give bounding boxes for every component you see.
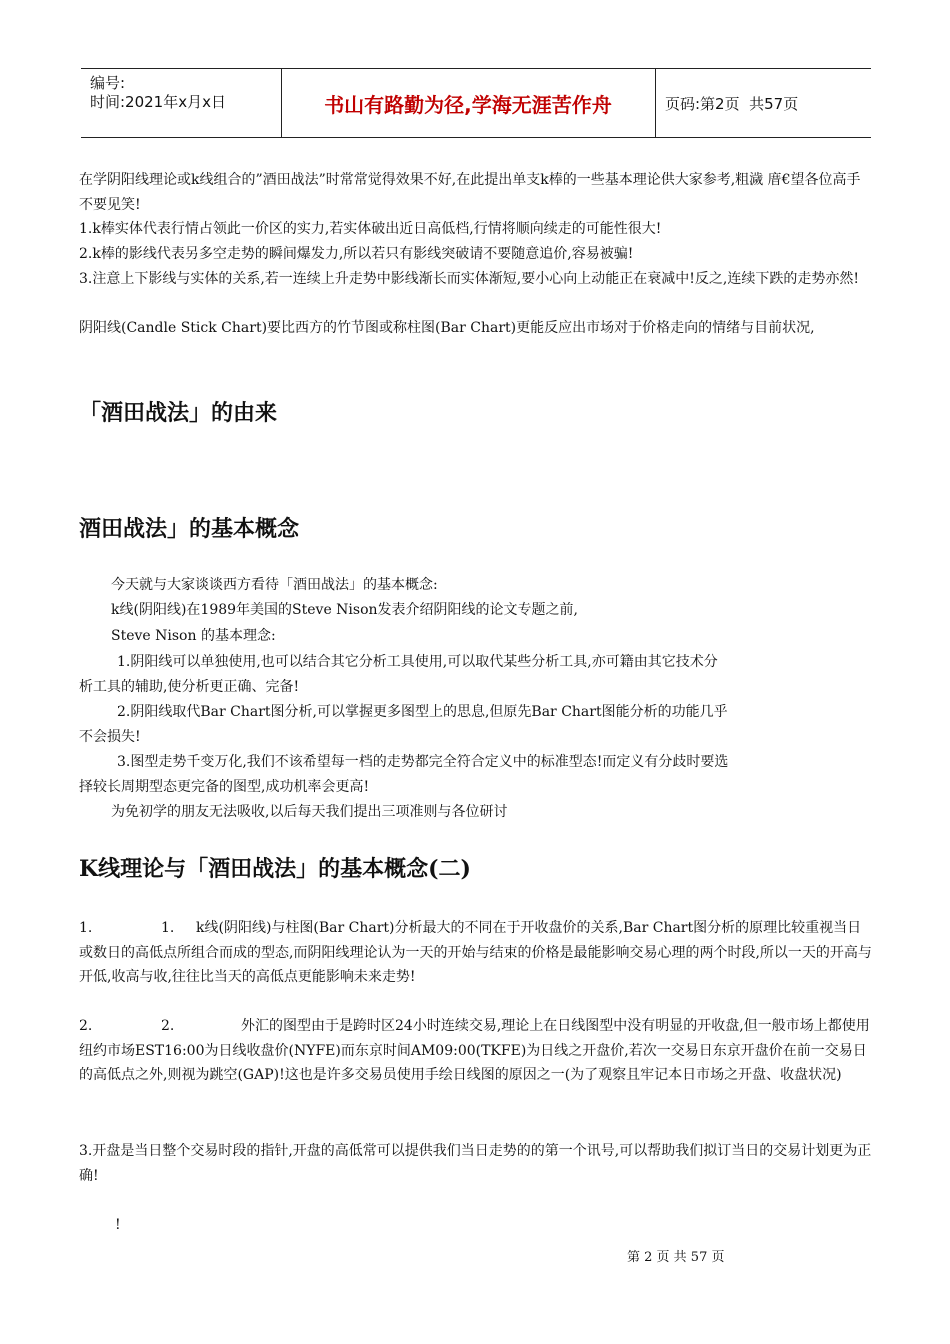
section3-item-2 [79,1014,874,1088]
intro-point-3: 3.注意上下影线与实体的关系,若一连续上升走势中影线渐长而实体渐短,要小心向上动能正在衰减中!反之,连续下跌的走势亦然! [79,271,859,287]
intro-point-1: 1.k棒实体代表行情占领此一价区的实力,若实体破出近日高低档,行情将顺向续走的可能性很大! [79,221,662,237]
number-label: 编号: [90,74,126,92]
time-label: 时间:2021年x月x日 [90,93,226,111]
item-number: 2. [79,1018,93,1034]
section2-line: 析工具的辅助,使分析更正确、完备! [79,679,300,695]
intro-paragraph: 在学阴阳线理论或k线组合的”酒田战法”时常常觉得效果不好,在此提出单支k棒的一些基本理论供大家参考,粗濊 庴€望各位高手不要见笑! [79,172,861,213]
item-number: 2. [161,1018,175,1034]
section2-line: 择较长周期型态更完备的图型,成功机率会更高! [79,779,370,795]
page-label: 页码:第2页 共57页 [665,94,799,113]
header-meta [90,74,226,112]
section3-item-1 [79,916,874,990]
section2-line: Steve Nison 的基本理念: [111,628,276,644]
heading-basic-concept: 酒田战法」的基本概念 [79,516,300,542]
item-text: k线(阴阳线)与柱图(Bar Chart)分析最大的不同在于开收盘价的关系,Bar Chart图分析的原理比较重视当日或数日的高低点所组合而成的型态,而阴阳线理论认为一天的开始与结束的价格是最能影响交易心理的两个时段,所以一天的开高与开低,收高与收,往往比当天的高低点更能影响未来走势! [79,920,872,985]
intro-point-2: 2.k棒的影线代表另多空走势的瞬间爆发力,所以若只有影线突破请不要随意追价,容易被骗! [79,246,634,262]
section3-item-3: 3.开盘是当日整个交易时段的指针,开盘的高低常可以提供我们当日走势的的第一个讯号,可以帮助我们拟订当日的交易计划更为正确! [79,1143,872,1184]
header-page-info [665,69,798,137]
section2-line: 3.图型走势千变万化,我们不该希望每一档的走势都完全符合定义中的标准型态!而定义有分歧时要选 [117,754,729,770]
header-table [81,68,871,138]
header-divider [655,69,656,137]
page-footer: 第 2 页 共 57 页 [627,1250,725,1265]
item-number: 1. [161,920,175,936]
section2-line: 不会损失! [79,729,141,745]
section2-line: 2.阴阳线取代Bar Chart图分析,可以掌握更多图型上的思息,但原先Bar Chart图能分析的功能几乎 [117,704,728,720]
header-motto: 书山有路勤为径,学海无涯苦作舟 [324,92,612,117]
section2-line: 为免初学的朋友无法吸收,以后每天我们提出三项准则与各位研讨 [111,804,508,820]
item-number: 1. [79,920,93,936]
heading-basic-concept-2: K线理论与「酒田战法」的基本概念(二) [79,856,471,882]
intro-candlestick: 阴阳线(Candle Stick Chart)要比西方的竹节图或称柱图(Bar Chart)更能反应出市场对于价格走向的情绪与目前状况, [79,320,815,336]
trailing-mark: ! [115,1217,121,1233]
section2-line: 1.阴阳线可以单独使用,也可以结合其它分析工具使用,可以取代某些分析工具,亦可籍由其它技术分 [117,654,718,670]
section2-line: k线(阴阳线)在1989年美国的Steve Nison发表介绍阴阳线的论文专题之前, [111,602,578,618]
heading-origin: 「酒田战法」的由来 [79,400,278,426]
section2-line: 今天就与大家谈谈西方看待「酒田战法」的基本概念: [111,577,438,593]
item-text: 外汇的图型由于是跨时区24小时连续交易,理论上在日线图型中没有明显的开收盘,但一般市场上都使用纽约市场EST16:00为日线收盘价(NYFE)而东京时间AM09:00(TKFE)为日线之开盘价,若次一交易日东京开盘价在前一交易日的高低点之外,则视为跳空(GAP)!这也是许多交易员使用手绘日线图的原因之一(为了观察且牢记本日市场之开盘、收盘状况) [79,1018,870,1083]
